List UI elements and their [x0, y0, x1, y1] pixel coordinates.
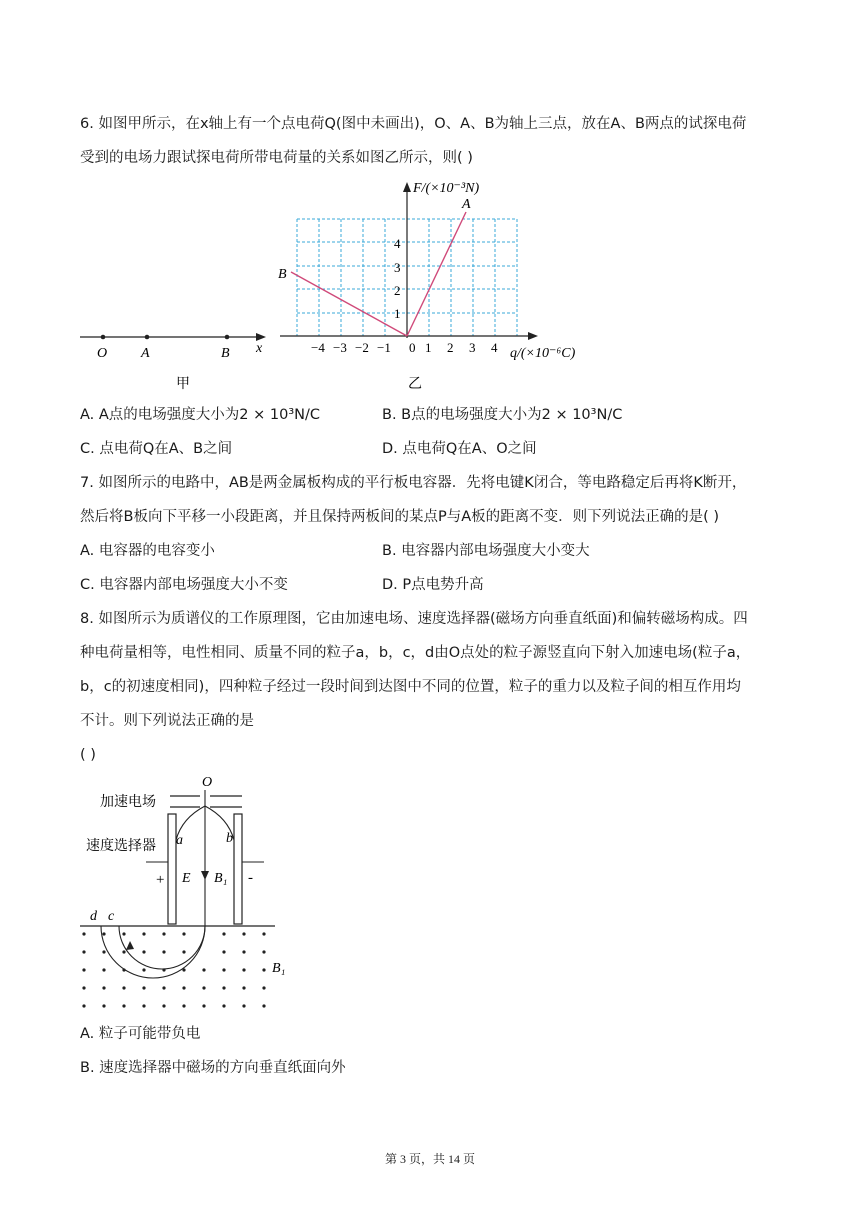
label-plus: +	[156, 872, 165, 888]
label-b-path: b	[226, 831, 233, 846]
xtick-3: 3	[469, 340, 476, 355]
series-b-line	[291, 272, 407, 336]
label-d: d	[90, 909, 97, 924]
selector-plate-right	[234, 814, 242, 924]
figure-yi-chart	[270, 176, 600, 396]
field-dot	[142, 986, 145, 989]
q7-stem-line-2: 然后将B板向下平移一小段距离，并且保持两板间的某点P与A板的距离不变．则下列说法正确的是( )	[80, 509, 720, 525]
label-c: c	[108, 909, 115, 924]
field-dot	[222, 932, 225, 935]
ytick-2: 2	[394, 283, 401, 298]
field-dot	[222, 986, 225, 989]
field-dot	[262, 950, 265, 953]
label-a-path: a	[176, 833, 183, 848]
point-b	[225, 335, 230, 340]
field-dot	[102, 950, 105, 953]
field-dot	[82, 968, 85, 971]
mass-spectrometer-figure	[70, 770, 300, 1020]
field-dot	[82, 950, 85, 953]
field-dot	[122, 950, 125, 953]
label-b1-selector: B₁	[214, 871, 228, 886]
label-a: A	[141, 346, 150, 361]
q8-option-b: B. 速度选择器中磁场的方向垂直纸面向外	[80, 1060, 346, 1076]
field-dot	[122, 968, 125, 971]
xtick-4: 4	[491, 340, 498, 355]
field-dot	[122, 986, 125, 989]
field-dot	[162, 950, 165, 953]
field-dot	[262, 968, 265, 971]
field-dot	[142, 932, 145, 935]
field-dot	[162, 986, 165, 989]
x-axis-arrow	[528, 332, 538, 340]
label-e: E	[182, 871, 191, 886]
selector-plate-left	[168, 814, 176, 924]
field-dot	[162, 968, 165, 971]
label-minus: -	[248, 870, 253, 886]
field-dot	[162, 932, 165, 935]
q7-option-b: B. 电容器内部电场强度大小变大	[382, 543, 590, 559]
y-axis-label: F/(×10⁻³N)	[413, 181, 480, 196]
field-dot	[142, 950, 145, 953]
beam-arrow	[201, 871, 209, 880]
field-dot	[262, 1004, 265, 1007]
field-dot	[242, 950, 245, 953]
field-dot	[242, 1004, 245, 1007]
label-b: B	[221, 346, 230, 361]
q7-stem-line-1: 7. 如图所示的电路中，AB是两金属板构成的平行板电容器．先将电键K闭合，等电路稳定后再将K断开，	[80, 475, 747, 491]
q7-option-a: A. 电容器的电容变小	[80, 543, 215, 559]
xtick-m2: −2	[355, 340, 369, 355]
trajectory-arrow	[126, 941, 134, 950]
q8-stem-line-4: 不计。则下列说法正确的是	[80, 713, 254, 729]
series-a-line	[407, 212, 466, 336]
field-dot	[242, 932, 245, 935]
x-axis-label: q/(×10⁻⁶C)	[510, 346, 576, 361]
field-dot	[82, 1004, 85, 1007]
field-dot	[102, 1004, 105, 1007]
field-dot	[182, 968, 185, 971]
field-dot	[262, 986, 265, 989]
field-dot	[102, 968, 105, 971]
field-dot	[162, 1004, 165, 1007]
q8-stem-line-1: 8. 如图所示为质谱仪的工作原理图，它由加速电场、速度选择器(磁场方向垂直纸面)和偏转磁场构成。四	[80, 611, 748, 627]
ytick-1: 1	[394, 306, 401, 321]
q6-option-b: B. B点的电场强度大小为2 × 10³N/C	[382, 407, 623, 423]
field-dot	[222, 1004, 225, 1007]
field-dot	[242, 986, 245, 989]
xtick-2: 2	[447, 340, 454, 355]
field-dot	[82, 932, 85, 935]
q8-stem-line-3: b，c的初速度相同)，四种粒子经过一段时间到达图中不同的位置，粒子的重力以及粒子间的相互作用均	[80, 679, 741, 695]
field-dot	[142, 968, 145, 971]
field-dot	[122, 932, 125, 935]
q8-stem-line-2: 种电荷量相等，电性相同、质量不同的粒子a，b，c，d由O点处的粒子源竖直向下射入加速电场(粒子a，	[80, 645, 751, 661]
q6-option-d: D. 点电荷Q在A、O之间	[382, 441, 537, 457]
field-dot	[202, 1004, 205, 1007]
xtick-1: 1	[425, 340, 432, 355]
xtick-m3: −3	[333, 340, 347, 355]
ytick-3: 3	[394, 260, 401, 275]
field-dot	[82, 986, 85, 989]
field-dot	[222, 950, 225, 953]
caption-jia: 甲	[176, 377, 190, 392]
field-dot	[262, 932, 265, 935]
label-series-a: A	[462, 197, 471, 212]
field-dot	[182, 986, 185, 989]
xtick-m4: −4	[311, 340, 325, 355]
q7-option-c: C. 电容器内部电场强度大小不变	[80, 577, 288, 593]
page-footer: 第 3 页，共 14 页	[384, 1152, 475, 1166]
x-axis-arrow	[256, 333, 266, 341]
field-dot	[142, 1004, 145, 1007]
field-dot	[182, 932, 185, 935]
field-dot	[202, 968, 205, 971]
label-b1-field: B₁	[272, 961, 286, 976]
field-dot	[202, 986, 205, 989]
xtick-m1: −1	[377, 340, 391, 355]
q7-option-d: D. P点电势升高	[382, 577, 484, 593]
y-axis-arrow	[403, 182, 411, 192]
q8-option-a: A. 粒子可能带负电	[80, 1026, 201, 1042]
xtick-0: 0	[409, 340, 416, 355]
field-dot	[182, 950, 185, 953]
field-dot	[122, 1004, 125, 1007]
q6-option-a: A. A点的电场强度大小为2 × 10³N/C	[80, 407, 321, 423]
label-x: x	[256, 341, 263, 356]
point-a	[145, 335, 150, 340]
q6-stem-line-2: 受到的电场力跟试探电荷所带电荷量的关系如图乙所示，则( )	[80, 150, 473, 166]
trajectory-d	[101, 926, 205, 978]
label-o-source: O	[202, 775, 213, 790]
label-accel-field: 加速电场	[100, 795, 156, 810]
q8-stem-line-5: ( )	[80, 747, 96, 763]
caption-yi: 乙	[408, 377, 422, 392]
field-dot	[222, 968, 225, 971]
point-o	[101, 335, 106, 340]
field-dot	[242, 968, 245, 971]
label-series-b: B	[278, 267, 287, 282]
q6-stem-line-1: 6. 如图甲所示，在x轴上有一个点电荷Q(图中未画出)，O、A、B为轴上三点，放在A、B两点的试探电荷	[80, 116, 747, 132]
field-dots	[82, 932, 265, 1007]
field-dot	[102, 986, 105, 989]
field-dot	[102, 932, 105, 935]
label-o: O	[97, 346, 108, 361]
label-selector: 速度选择器	[86, 839, 156, 854]
q6-option-c: C. 点电荷Q在A、B之间	[80, 441, 233, 457]
field-dot	[182, 1004, 185, 1007]
ytick-4: 4	[394, 236, 401, 251]
figure-jia	[70, 320, 280, 400]
